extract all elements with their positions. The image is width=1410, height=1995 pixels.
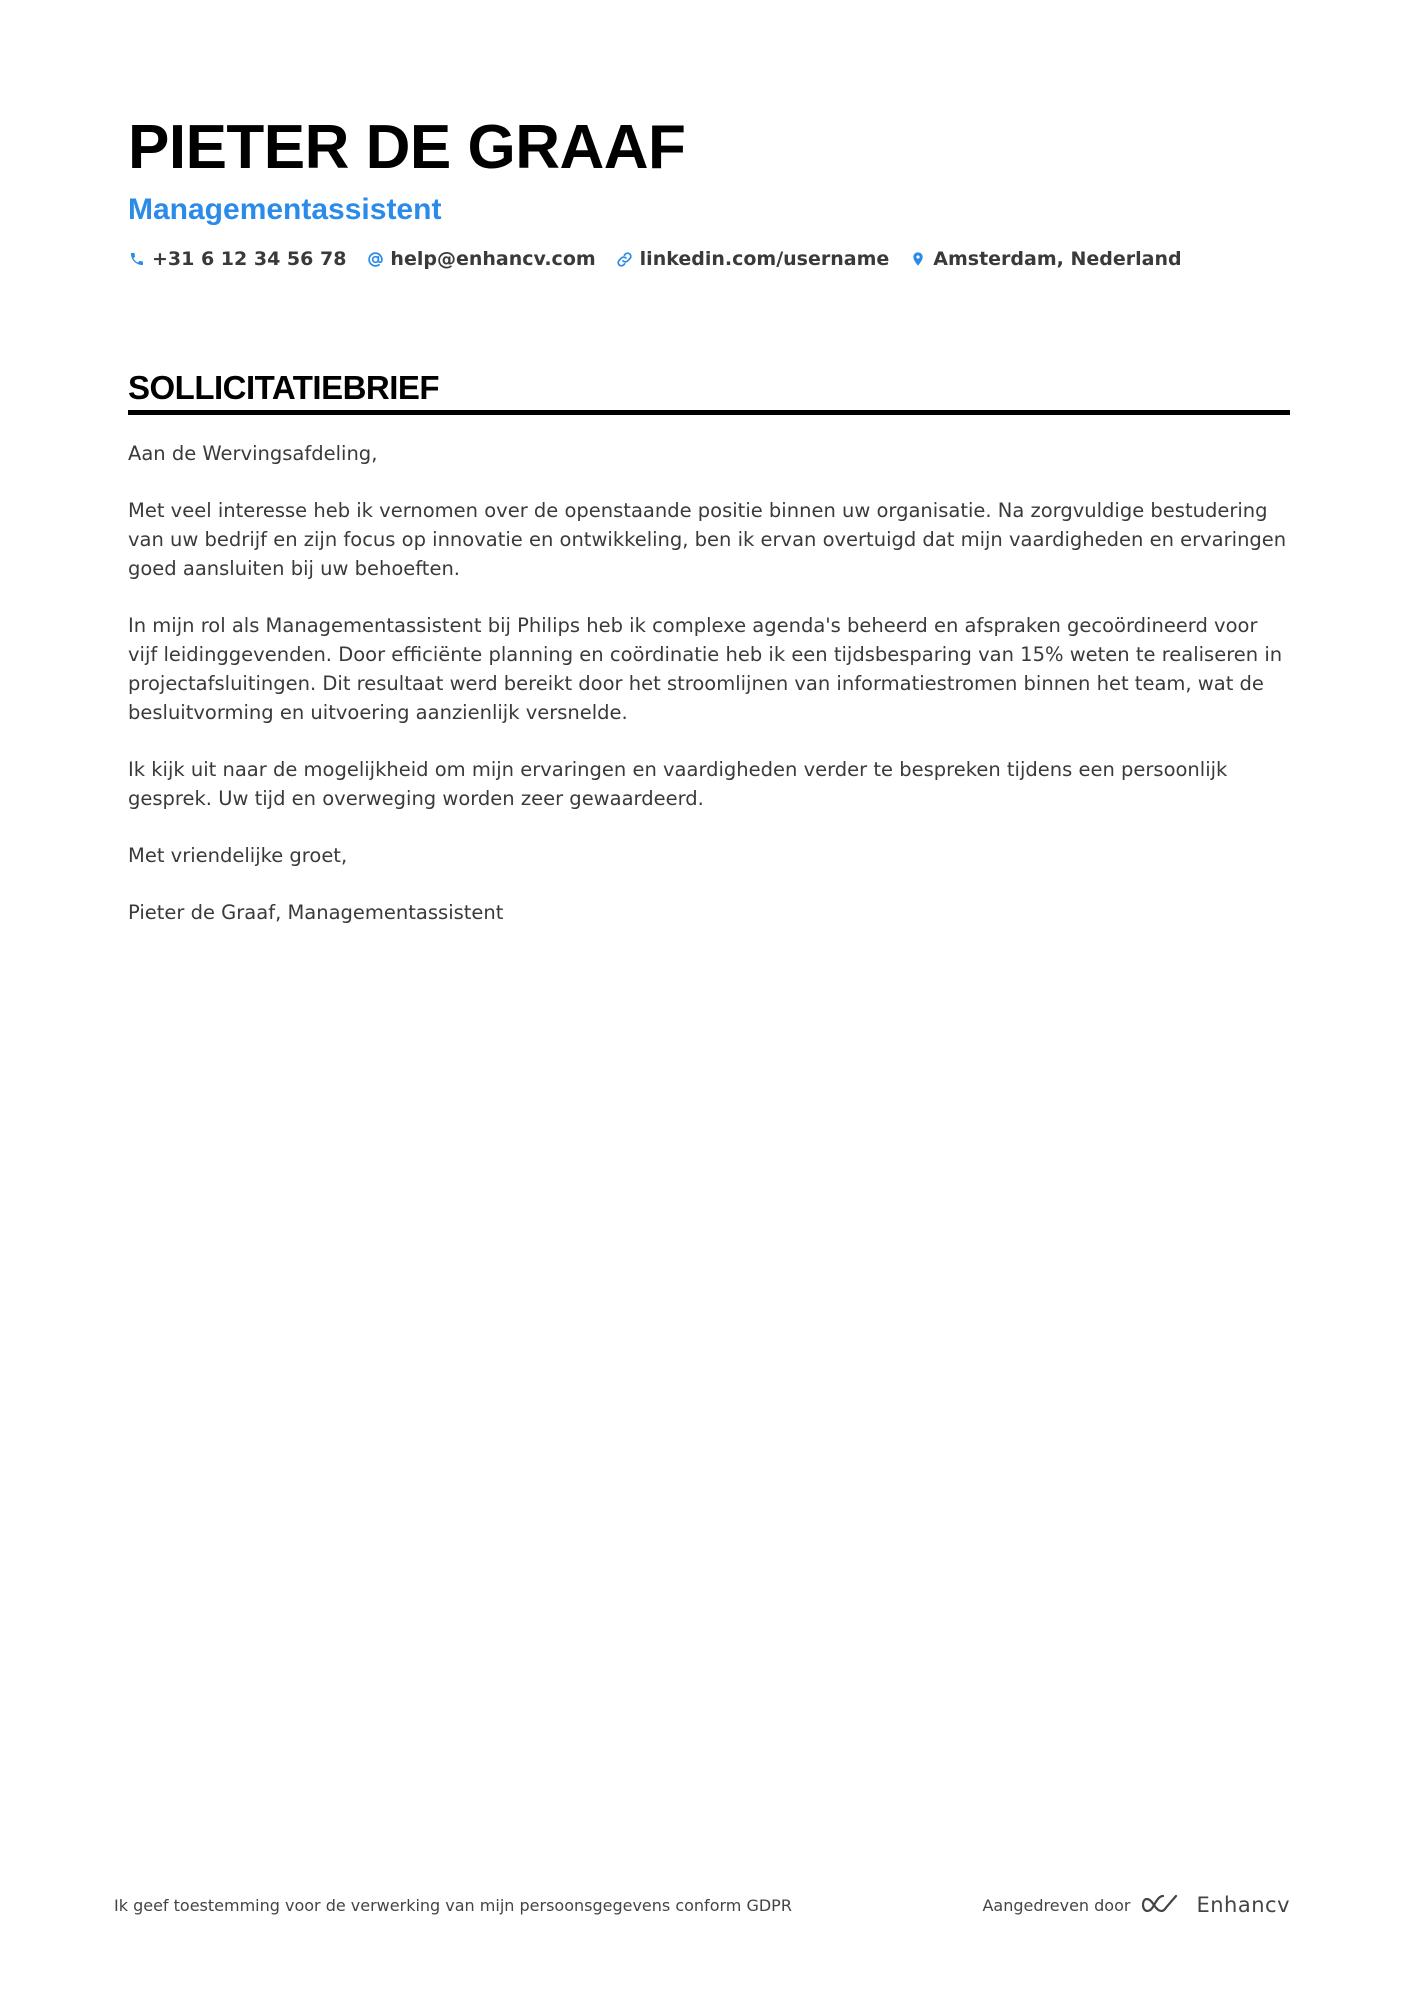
brand-name: Enhancv: [1196, 1893, 1290, 1917]
page-footer: [114, 1893, 1290, 1917]
at-icon: [366, 250, 384, 268]
letter-body: [128, 439, 1290, 927]
contact-phone: [128, 248, 346, 270]
link-icon: [616, 250, 634, 268]
applicant-name: PIETER DE GRAAF: [128, 113, 686, 182]
letter-paragraph-3: Ik kijk uit naar de mogelijkheid om mijn ervaringen en vaardigheden verder te bespreken tijdens een persoonlijk gesprek. Uw tijd en overweging worden zeer gewaardeerd.: [128, 758, 1228, 810]
contact-info: [128, 248, 1288, 270]
letter-section: [128, 366, 1290, 955]
letter-paragraph-2: In mijn rol als Managementassistent bij Philips heb ik complexe agenda's beheerd en afspraken gecoördineerd voor vijf leidinggevenden. Door efficiënte planning en coördinatie heb ik een tijdsbesparing van 15% weten te realiseren in projectafsluitingen. Dit resultaat werd bereikt door het stroomlijnen van informatiestromen binnen het team, wat de besluitvorming en uitvoering aanzienlijk versnelde.: [128, 614, 1283, 724]
contact-linkedin[interactable]: [616, 248, 890, 270]
section-title: SOLLICITATIEBRIEF: [128, 369, 440, 406]
contact-location: [909, 248, 1181, 270]
powered-by-label: Aangedreven door: [982, 1895, 1131, 1915]
powered-by[interactable]: [982, 1893, 1290, 1917]
letter-paragraph-1: Met veel interesse heb ik vernomen over de openstaande positie binnen uw organisatie. Na zorgvuldige bestudering van uw bedrijf en zijn focus op innovatie en ontwikkeling, ben ik ervan overtuigd dat mijn vaardigheden en ervaringen goed aansluiten bij uw behoeften.: [128, 499, 1287, 580]
letter-signature: Pieter de Graaf, Managementassistent: [128, 901, 504, 924]
applicant-job-title: Managementassistent: [128, 193, 442, 226]
linkedin-url: linkedin.com/username: [639, 248, 890, 270]
section-divider: [128, 410, 1290, 415]
map-pin-icon: [909, 250, 927, 268]
letter-closing: Met vriendelijke groet,: [128, 844, 348, 867]
phone-icon: [128, 250, 146, 268]
phone-number: +31 6 12 34 56 78: [152, 248, 347, 270]
email-address: help@enhancv.com: [390, 248, 596, 270]
contact-email[interactable]: [366, 248, 595, 270]
letter-salutation: Aan de Wervingsafdeling,: [128, 442, 378, 465]
letter-header: [128, 110, 1288, 270]
enhancv-logo-icon: [1142, 1893, 1188, 1917]
location-text: Amsterdam, Nederland: [933, 248, 1182, 270]
gdpr-consent-text: Ik geef toestemming voor de verwerking van mijn persoonsgegevens conform GDPR: [114, 1895, 792, 1915]
